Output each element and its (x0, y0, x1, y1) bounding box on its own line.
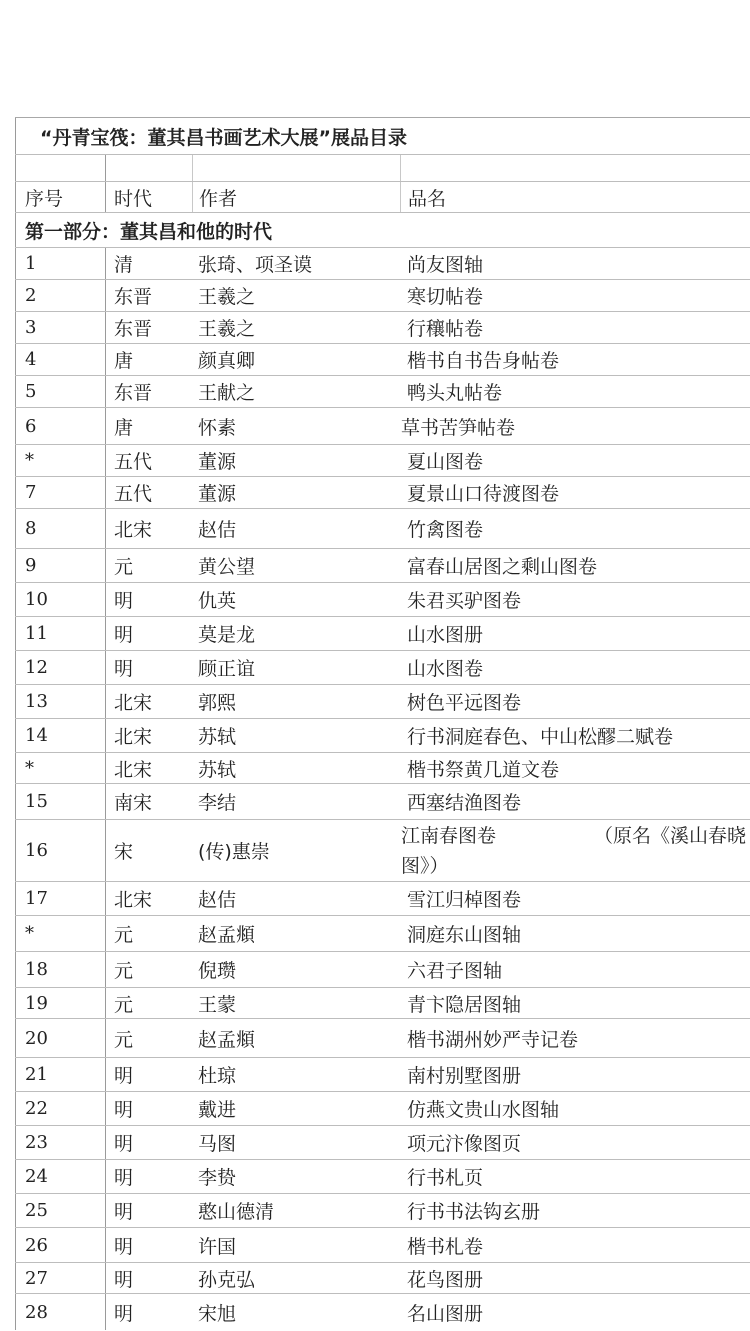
item-title: 行书洞庭春色、中山松醪二赋卷 (407, 726, 674, 748)
item-number: 12 (15, 651, 105, 684)
item-title: 楷书自书告身帖卷 (407, 350, 560, 372)
item-number: 11 (15, 617, 105, 650)
item-number: 25 (15, 1194, 105, 1227)
item-title: 竹禽图卷 (407, 519, 484, 541)
item-era: 北宋 (105, 719, 192, 752)
blank-cell (400, 155, 750, 181)
table-row (15, 408, 750, 445)
item-number: 26 (15, 1228, 105, 1262)
item-title: 夏山图卷 (407, 451, 484, 473)
item-number: 4 (15, 344, 105, 375)
item-era: 元 (105, 952, 192, 987)
item-era: 五代 (105, 477, 192, 508)
table-row (15, 753, 750, 784)
table-row (15, 916, 750, 952)
item-era: 明 (105, 1058, 192, 1091)
item-era: 清 (105, 248, 192, 279)
item-era: 元 (105, 549, 192, 582)
item-title: 名山图册 (407, 1302, 484, 1325)
header-era: 时代 (105, 182, 192, 212)
item-title: 洞庭东山图轴 (407, 924, 522, 946)
blank-cell (15, 155, 105, 181)
item-number: * (15, 753, 105, 783)
blank-cell (192, 155, 400, 181)
item-title: 雪江归棹图卷 (407, 889, 522, 911)
item-author: 李结 (198, 792, 237, 814)
item-author: 宋旭 (198, 1302, 237, 1325)
item-author: 许国 (198, 1235, 237, 1258)
table-row (15, 477, 750, 509)
item-era: 明 (105, 1294, 192, 1330)
item-author: (传)惠崇 (198, 841, 270, 863)
table-row (15, 1092, 750, 1126)
item-title: 行书书法钩玄册 (407, 1201, 541, 1223)
item-number: 16 (15, 820, 105, 881)
table-row (15, 1294, 750, 1330)
item-title: 江南春图卷 (401, 824, 497, 847)
item-number: 7 (15, 477, 105, 508)
item-number: 15 (15, 784, 105, 819)
item-title: 仿燕文贵山水图轴 (407, 1099, 560, 1121)
item-title-block (400, 820, 750, 881)
table-row (15, 719, 750, 753)
catalog-table (15, 117, 750, 1330)
item-era: 明 (105, 1194, 192, 1227)
item-era: 东晋 (105, 376, 192, 407)
item-title: 草书苦笋帖卷 (401, 416, 516, 439)
item-number: 24 (15, 1160, 105, 1193)
item-era: 明 (105, 651, 192, 684)
item-author: 董源 (198, 451, 237, 473)
item-author: 苏轼 (198, 726, 237, 748)
item-era: 明 (105, 617, 192, 650)
item-title: 楷书札卷 (407, 1235, 484, 1258)
table-row (15, 784, 750, 820)
item-author: 赵孟頫 (198, 1028, 256, 1051)
item-title: 富春山居图之剩山图卷 (407, 556, 598, 578)
item-number: 18 (15, 952, 105, 987)
item-title: 寒切帖卷 (407, 286, 484, 308)
item-title: 西塞结渔图卷 (407, 792, 522, 814)
item-author: 莫是龙 (198, 624, 256, 646)
table-row (15, 376, 750, 408)
table-row (15, 617, 750, 651)
item-era: 东晋 (105, 280, 192, 311)
table-row (15, 280, 750, 312)
item-number: 22 (15, 1092, 105, 1125)
item-number: 2 (15, 280, 105, 311)
catalog-title: “丹青宝筏：董其昌书画艺术大展”展品目录 (15, 118, 750, 154)
header-row (15, 182, 750, 213)
table-row (15, 248, 750, 280)
item-author: 王蒙 (198, 993, 237, 1016)
item-number: 8 (15, 509, 105, 548)
item-era: 元 (105, 916, 192, 951)
item-number: 14 (15, 719, 105, 752)
item-number: 3 (15, 312, 105, 343)
item-author: 顾正谊 (198, 658, 256, 680)
item-author: 赵孟頫 (198, 924, 256, 946)
section-row (15, 213, 750, 248)
item-era: 五代 (105, 445, 192, 476)
item-era: 北宋 (105, 753, 192, 783)
item-era: 唐 (105, 344, 192, 375)
section-heading: 第一部分：董其昌和他的时代 (15, 213, 750, 247)
item-number: 17 (15, 882, 105, 915)
item-number: * (15, 916, 105, 951)
item-era: 东晋 (105, 312, 192, 343)
item-era: 北宋 (105, 685, 192, 718)
item-author: 仇英 (198, 590, 237, 612)
item-title: 山水图卷 (407, 658, 484, 680)
item-author: 王羲之 (198, 318, 256, 340)
table-row (15, 1019, 750, 1058)
table-row (15, 1058, 750, 1092)
table-row (15, 820, 750, 882)
item-title: 行穰帖卷 (407, 318, 484, 340)
item-era: 元 (105, 988, 192, 1018)
item-rows (15, 248, 750, 1330)
item-author: 怀素 (198, 416, 237, 439)
item-author: 孙克弘 (198, 1268, 256, 1291)
item-number: 6 (15, 408, 105, 444)
item-author: 杜琼 (198, 1065, 237, 1087)
item-title: 夏景山口待渡图卷 (407, 483, 560, 505)
item-title: 尚友图轴 (407, 254, 484, 276)
item-author: 张琦、项圣谟 (198, 254, 313, 276)
item-title-continuation: 图》） (401, 854, 449, 877)
item-title: 项元汴像图页 (407, 1133, 522, 1155)
table-row (15, 1263, 750, 1294)
item-author: 李贽 (198, 1167, 237, 1189)
item-title: 花鸟图册 (407, 1268, 484, 1291)
table-row (15, 685, 750, 719)
item-era: 明 (105, 1092, 192, 1125)
item-author: 倪瓒 (198, 960, 237, 982)
item-number: 20 (15, 1019, 105, 1057)
item-number: 23 (15, 1126, 105, 1159)
header-author: 作者 (192, 182, 400, 212)
item-era: 南宋 (105, 784, 192, 819)
item-author: 颜真卿 (198, 350, 256, 372)
table-row (15, 1160, 750, 1194)
item-era: 明 (105, 1126, 192, 1159)
table-row (15, 651, 750, 685)
item-era: 北宋 (105, 882, 192, 915)
table-row (15, 1126, 750, 1160)
header-title: 品名 (400, 182, 750, 212)
table-row (15, 882, 750, 916)
item-era: 元 (105, 1019, 192, 1057)
item-author: 王羲之 (198, 286, 256, 308)
item-era: 唐 (105, 408, 192, 444)
item-author: 黄公望 (198, 556, 256, 578)
item-number: 28 (15, 1294, 105, 1330)
table-row (15, 445, 750, 477)
item-number: 9 (15, 549, 105, 582)
item-title: 树色平远图卷 (407, 692, 522, 714)
item-title: 朱君买驴图卷 (407, 590, 522, 612)
item-era: 宋 (105, 820, 192, 881)
item-title: 鸭头丸帖卷 (407, 382, 503, 404)
item-era: 明 (105, 1160, 192, 1193)
item-author: 董源 (198, 483, 237, 505)
item-author: 苏轼 (198, 758, 237, 781)
item-number: 13 (15, 685, 105, 718)
item-number: 19 (15, 988, 105, 1018)
table-row (15, 583, 750, 617)
item-number: * (15, 445, 105, 476)
table-row (15, 1194, 750, 1228)
item-title: 青卞隐居图轴 (407, 993, 522, 1016)
item-number: 1 (15, 248, 105, 279)
blank-cell (105, 155, 192, 181)
item-title: 山水图册 (407, 624, 484, 646)
item-era: 明 (105, 1263, 192, 1293)
item-title: 南村别墅图册 (407, 1065, 522, 1087)
item-author: 王献之 (198, 382, 256, 404)
table-row (15, 344, 750, 376)
item-number: 27 (15, 1263, 105, 1293)
item-author: 赵佶 (198, 519, 237, 541)
table-row (15, 549, 750, 583)
table-row (15, 509, 750, 549)
item-author: 憨山德清 (198, 1201, 275, 1223)
item-title: 行书札页 (407, 1167, 484, 1189)
item-author: 赵佶 (198, 889, 237, 911)
item-title: 楷书祭黄几道文卷 (407, 758, 560, 781)
item-author: 马图 (198, 1133, 237, 1155)
item-era: 北宋 (105, 509, 192, 548)
item-era: 明 (105, 1228, 192, 1262)
table-row (15, 1228, 750, 1263)
table-row (15, 312, 750, 344)
table-row (15, 952, 750, 988)
header-num: 序号 (15, 182, 105, 212)
item-title: 楷书湖州妙严寺记卷 (407, 1028, 579, 1051)
item-title-note: （原名《溪山春晓 (594, 824, 747, 847)
item-title: 六君子图轴 (407, 960, 503, 982)
table-row (15, 988, 750, 1019)
item-number: 10 (15, 583, 105, 616)
catalog-title-row (15, 118, 750, 155)
item-number: 21 (15, 1058, 105, 1091)
blank-row (15, 155, 750, 182)
item-number: 5 (15, 376, 105, 407)
item-author: 戴进 (198, 1099, 237, 1121)
item-author: 郭熙 (198, 692, 237, 714)
item-era: 明 (105, 583, 192, 616)
